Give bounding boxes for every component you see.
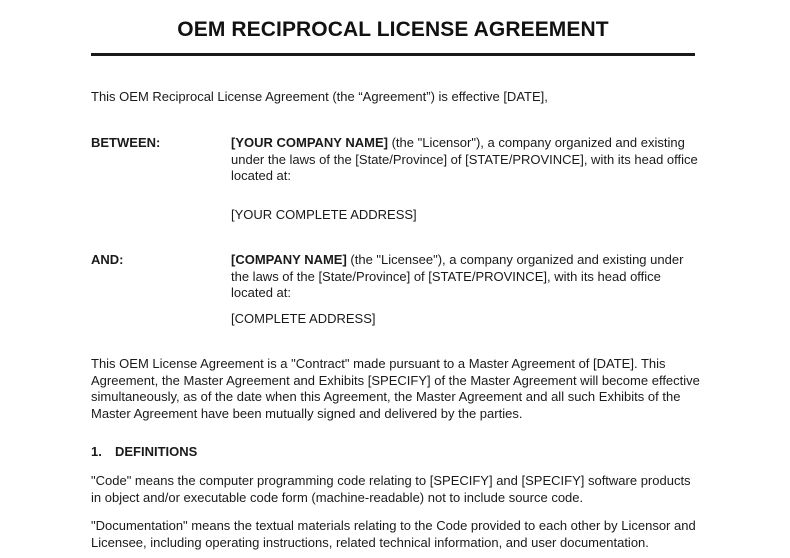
party-licensor-line3: located at: [231, 168, 291, 183]
licensee-line1-text: (the "Licensee"), a company organized and existing under [346, 252, 684, 267]
licensor-name: [YOUR COMPANY NAME] [231, 135, 388, 150]
licensee-name: [COMPANY NAME] [231, 252, 347, 267]
section-title: DEFINITIONS [115, 444, 198, 459]
licensee-address: [COMPLETE ADDRESS] [231, 311, 376, 326]
definition-documentation [91, 518, 696, 551]
party-licensee-line2: the laws of the [State/Province] of [STATE/PROVINCE], with its head office [231, 268, 661, 284]
definition-line: in object and/or executable code form (machine-readable) not to include source code. [91, 489, 584, 505]
party-label-and: AND: [91, 252, 124, 267]
party-licensor-line1 [231, 135, 711, 152]
section-heading-definitions [91, 444, 197, 459]
contract-paragraph [91, 356, 700, 422]
licensor-line1-text: (the "Licensor"), a company organized and existing [387, 135, 685, 150]
title-underline [91, 53, 695, 56]
licensor-address: [YOUR COMPLETE ADDRESS] [231, 207, 417, 222]
contract-line: This OEM License Agreement is a "Contract" made pursuant to a Master Agreement of [DATE]. This [91, 356, 666, 371]
section-number: 1. [91, 444, 102, 459]
party-licensee-line3: located at: [231, 285, 291, 300]
definition-line: "Documentation" means the textual materials relating to the Code provided to each other by Licensor and [91, 518, 696, 533]
party-licensor-line2: under the laws of the [State/Province] of [STATE/PROVINCE], with its head office [231, 151, 698, 167]
definition-code [91, 473, 691, 506]
party-licensor-block [231, 135, 711, 185]
definition-line: Licensee, including operating instructions, related technical information, and user documentation. [91, 534, 649, 550]
party-licensee-line1 [231, 252, 711, 269]
definition-line: "Code" means the computer programming code relating to [SPECIFY] and [SPECIFY] software products [91, 473, 691, 488]
contract-line: simultaneously, as of the date when this Agreement, the Master Agreement and all such Exhibits of the [91, 389, 681, 404]
contract-line: Agreement, the Master Agreement and Exhibits [SPECIFY] of the Master Agreement will become effective [91, 372, 700, 388]
intro-paragraph: This OEM Reciprocal License Agreement (the “Agreement”) is effective [DATE], [91, 89, 548, 104]
document-title: OEM RECIPROCAL LICENSE AGREEMENT [177, 18, 609, 41]
contract-line: Master Agreement have been mutually signed and delivered by the parties. [91, 405, 523, 421]
party-label-between: BETWEEN: [91, 135, 161, 150]
party-licensee-block [231, 252, 711, 302]
